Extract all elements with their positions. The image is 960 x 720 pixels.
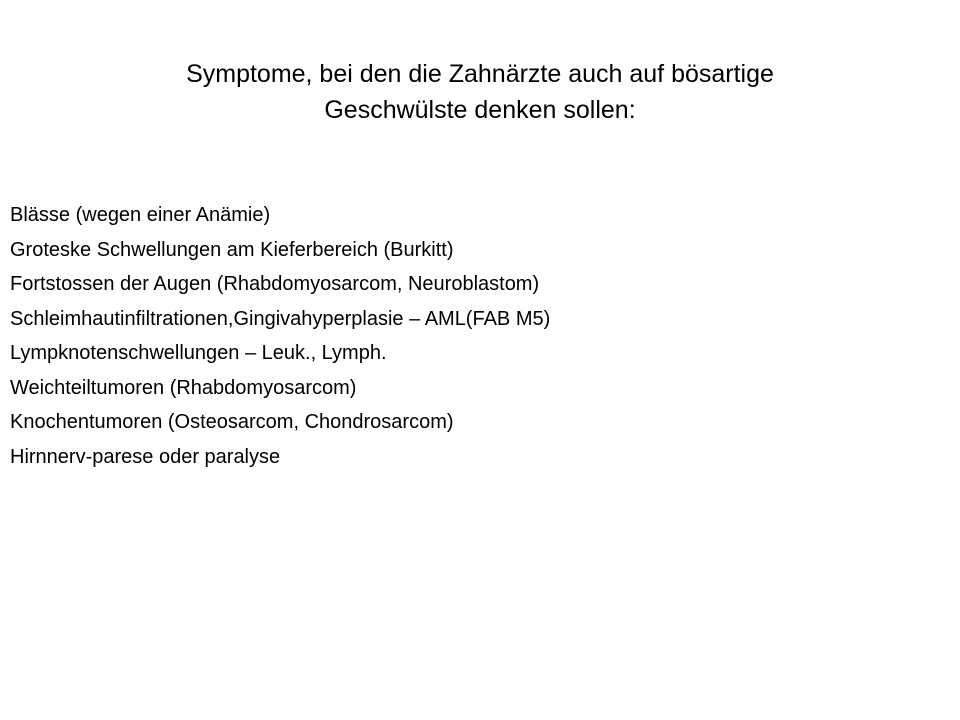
symptom-item-lymphknotenschwellungen: Lympknotenschwellungen – Leuk., Lymph. — [10, 342, 387, 364]
slide-title — [0, 56, 960, 128]
symptom-item-knochentumoren: Knochentumoren (Osteosarcom, Chondrosarcom) — [10, 411, 454, 433]
symptom-item-blaesse: Blässe (wegen einer Anämie) — [10, 204, 271, 226]
slide-title-line-2: Geschwülste denken sollen: — [324, 96, 636, 124]
symptom-item-schleimhautinfiltrationen: Schleimhautinfiltrationen,Gingivahyperplasie – AML(FAB M5) — [10, 307, 551, 330]
slide-title-line-1: Symptome, bei den die Zahnärzte auch auf bösartige — [186, 60, 774, 88]
symptom-item-fortstossen-augen: Fortstossen der Augen (Rhabdomyosarcom, Neuroblastom) — [10, 273, 540, 295]
symptom-list — [10, 198, 550, 474]
symptom-item-weichteiltumoren: Weichteiltumoren (Rhabdomyosarcom) — [10, 376, 357, 399]
symptom-item-schwellungen-kiefer: Groteske Schwellungen am Kieferbereich (Burkitt) — [10, 238, 454, 261]
symptom-item-hirnnerv-parese: Hirnnerv-parese oder paralyse — [10, 445, 281, 468]
